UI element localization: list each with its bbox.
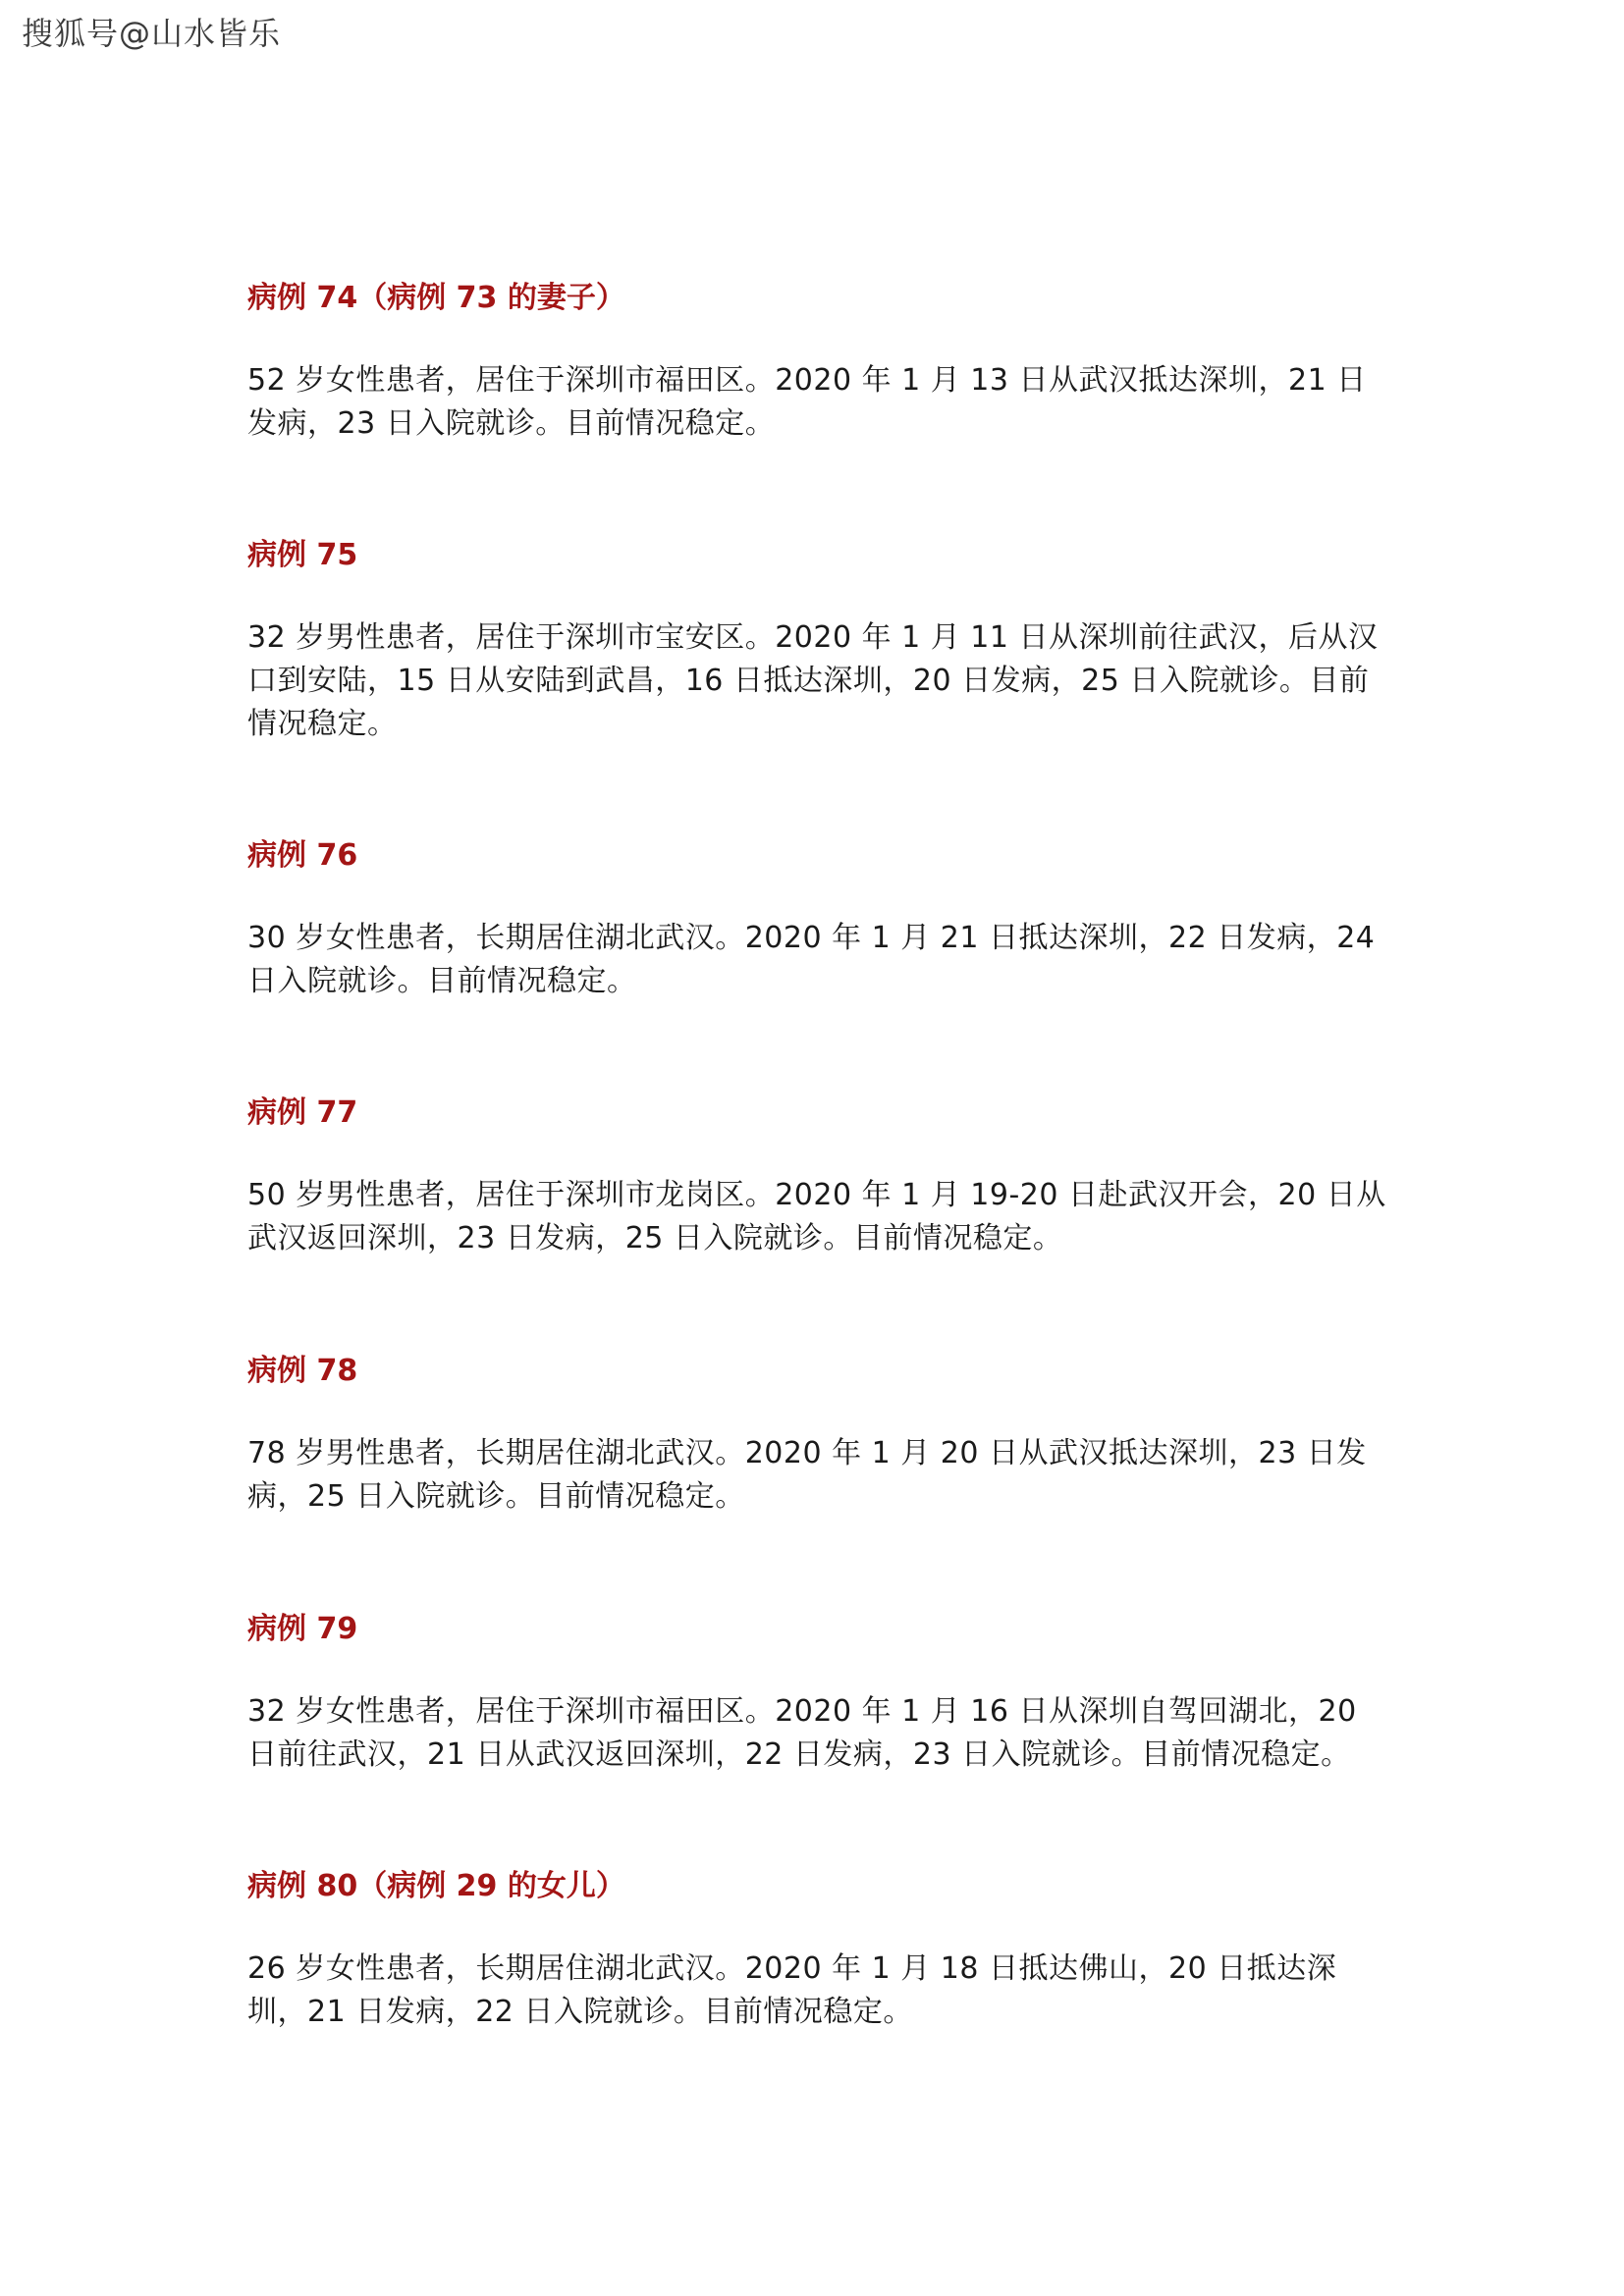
case-74 — [247, 279, 1396, 446]
case-79 — [247, 1610, 1396, 1777]
case-78 — [247, 1352, 1396, 1519]
case-body: 26 岁女性患者，长期居住湖北武汉。2020 年 1 月 18 日抵达佛山，20 日抵达深圳，21 日发病，22 日入院就诊。目前情况稳定。 — [247, 1951, 1337, 2029]
case-title: 病例 77 — [247, 1095, 358, 1130]
case-title: 病例 74（病例 73 的妻子） — [247, 281, 625, 315]
case-body: 32 岁男性患者，居住于深圳市宝安区。2020 年 1 月 11 日从深圳前往武汉，后从汉口到安陆，15 日从安陆到武昌，16 日抵达深圳，20 日发病，25 日入院就诊。目前情况稳定。 — [247, 620, 1379, 741]
case-title: 病例 76 — [247, 838, 358, 873]
watermark: 搜狐号@山水皆乐 — [22, 15, 282, 52]
case-76 — [247, 836, 1396, 1003]
case-title: 病例 75 — [247, 538, 358, 572]
case-80 — [247, 1867, 1396, 2034]
case-body: 30 岁女性患者，长期居住湖北武汉。2020 年 1 月 21 日抵达深圳，22 日发病，24 日入院就诊。目前情况稳定。 — [247, 921, 1376, 998]
case-77 — [247, 1094, 1396, 1260]
case-75 — [247, 536, 1396, 746]
case-body: 50 岁男性患者，居住于深圳市龙岗区。2020 年 1 月 19-20 日赴武汉开会，20 日从武汉返回深圳，23 日发病，25 日入院就诊。目前情况稳定。 — [247, 1178, 1386, 1255]
case-body: 78 岁男性患者，长期居住湖北武汉。2020 年 1 月 20 日从武汉抵达深圳，23 日发病，25 日入院就诊。目前情况稳定。 — [247, 1436, 1367, 1514]
case-title: 病例 79 — [247, 1612, 358, 1646]
case-title: 病例 80（病例 29 的女儿） — [247, 1869, 625, 1903]
case-title: 病例 78 — [247, 1354, 358, 1388]
case-body: 52 岁女性患者，居住于深圳市福田区。2020 年 1 月 13 日从武汉抵达深圳，21 日发病，23 日入院就诊。目前情况稳定。 — [247, 363, 1367, 441]
case-body: 32 岁女性患者，居住于深圳市福田区。2020 年 1 月 16 日从深圳自驾回湖北，20 日前往武汉，21 日从武汉返回深圳，22 日发病，23 日入院就诊。目前情况稳定。 — [247, 1694, 1357, 1772]
